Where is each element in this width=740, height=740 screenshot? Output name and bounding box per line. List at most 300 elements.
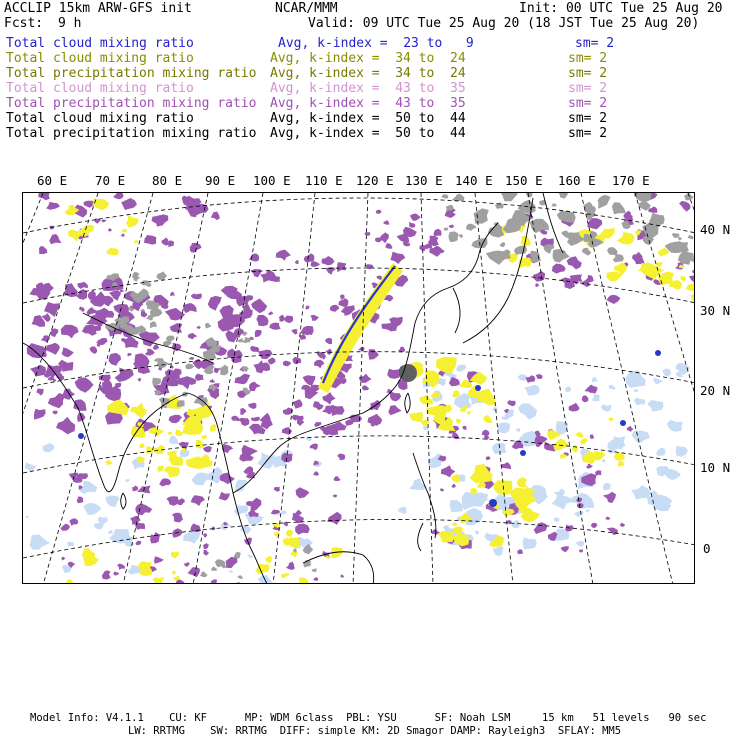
purple-mixing-patch bbox=[188, 567, 200, 577]
purple-mixing-patch bbox=[282, 427, 292, 435]
purple-mixing-patch bbox=[303, 375, 316, 386]
purple-mixing-patch bbox=[388, 405, 401, 415]
purple-mixing-patch bbox=[251, 269, 262, 277]
model-info-line2: LW: RRTMG SW: RRTMG DIFF: simple KM: 2D Smagor DAMP: Rayleigh3 SFLAY: MM5 bbox=[128, 725, 622, 737]
grey-mixing-patch bbox=[530, 219, 549, 233]
purple-mixing-patch bbox=[301, 326, 314, 335]
yellow-mixing-patch bbox=[618, 461, 624, 467]
grey-mixing-patch bbox=[688, 235, 694, 239]
purple-mixing-patch bbox=[536, 374, 543, 379]
grey-mixing-patch bbox=[441, 194, 448, 199]
grey-mixing-patch bbox=[684, 193, 694, 200]
yellow-mixing-patch bbox=[656, 262, 663, 267]
grey-mixing-patch bbox=[154, 358, 158, 362]
yellow-mixing-patch bbox=[281, 573, 289, 578]
purple-mixing-patch bbox=[168, 241, 174, 248]
purple-mixing-patch bbox=[561, 546, 569, 552]
purple-mixing-patch bbox=[368, 349, 379, 360]
purple-mixing-patch bbox=[169, 415, 181, 424]
purple-mixing-patch bbox=[188, 333, 197, 340]
field-level-range: Avg, k-index = 34 to 24 bbox=[270, 66, 466, 81]
grey-mixing-patch bbox=[557, 211, 576, 223]
purple-mixing-patch bbox=[449, 225, 454, 229]
purple-mixing-patch bbox=[403, 242, 411, 247]
purple-mixing-patch bbox=[249, 382, 261, 392]
purple-mixing-patch bbox=[121, 198, 137, 210]
coastline bbox=[121, 493, 126, 509]
grey-mixing-patch bbox=[146, 283, 152, 287]
grey-mixing-patch bbox=[612, 202, 626, 214]
grey-mixing-patch bbox=[200, 572, 208, 578]
purple-mixing-patch bbox=[248, 403, 256, 409]
purple-mixing-patch bbox=[595, 470, 601, 476]
light-cloud-patch bbox=[450, 500, 464, 512]
purple-mixing-patch bbox=[376, 210, 382, 214]
purple-mixing-patch bbox=[322, 392, 335, 405]
grey-mixing-patch bbox=[459, 234, 463, 238]
grey-mixing-patch bbox=[211, 567, 217, 572]
purple-mixing-patch bbox=[292, 399, 303, 409]
light-cloud-patch bbox=[398, 507, 406, 514]
yellow-mixing-patch bbox=[202, 435, 207, 439]
purple-mixing-patch bbox=[121, 338, 125, 342]
blue-cloud-dot bbox=[475, 385, 481, 391]
purple-mixing-patch bbox=[79, 307, 84, 313]
field-name: Total cloud mixing ratio bbox=[6, 81, 194, 96]
light-cloud-patch bbox=[108, 530, 113, 535]
light-cloud-patch bbox=[257, 452, 275, 469]
purple-mixing-patch bbox=[274, 487, 280, 492]
purple-mixing-patch bbox=[251, 299, 267, 314]
purple-mixing-patch bbox=[210, 379, 215, 383]
yellow-mixing-patch bbox=[146, 446, 153, 454]
purple-mixing-patch bbox=[127, 353, 132, 356]
purple-mixing-patch bbox=[183, 303, 197, 313]
longitude-line bbox=[688, 193, 695, 584]
yellow-mixing-patch bbox=[483, 415, 492, 423]
purple-mixing-patch bbox=[121, 234, 125, 237]
purple-mixing-patch bbox=[52, 411, 57, 415]
yellow-mixing-patch bbox=[470, 464, 493, 483]
purple-mixing-patch bbox=[440, 488, 444, 492]
valid-time: Valid: 09 UTC Tue 25 Aug 20 (18 JST Tue 25 Aug 20) bbox=[308, 16, 700, 31]
yellow-mixing-patch bbox=[171, 551, 180, 558]
longitude-label: 80 E bbox=[152, 173, 183, 188]
purple-mixing-patch bbox=[333, 495, 337, 498]
purple-mixing-patch bbox=[284, 522, 288, 527]
purple-mixing-patch bbox=[162, 237, 170, 245]
purple-mixing-patch bbox=[203, 550, 209, 556]
forecast-label: Fcst: bbox=[4, 16, 44, 31]
purple-mixing-patch bbox=[501, 462, 511, 469]
purple-mixing-patch bbox=[533, 271, 545, 282]
purple-mixing-patch bbox=[482, 430, 490, 437]
longitude-label: 90 E bbox=[205, 173, 236, 188]
purple-mixing-patch bbox=[255, 330, 262, 337]
light-cloud-patch bbox=[498, 422, 511, 433]
purple-mixing-patch bbox=[239, 418, 250, 426]
purple-mixing-patch bbox=[235, 374, 251, 385]
coastline bbox=[303, 552, 374, 584]
storm-center bbox=[399, 364, 417, 382]
field-level-range: Avg, k-index = 50 to 44 bbox=[270, 126, 466, 141]
purple-mixing-patch bbox=[165, 308, 185, 321]
light-cloud-patch bbox=[25, 462, 37, 471]
purple-mixing-patch bbox=[314, 422, 321, 427]
yellow-mixing-patch bbox=[122, 229, 127, 233]
purple-mixing-patch bbox=[41, 335, 50, 342]
longitude-label: 70 E bbox=[95, 173, 126, 188]
purple-mixing-patch bbox=[115, 368, 134, 383]
yellow-mixing-patch bbox=[265, 556, 272, 564]
purple-mixing-patch bbox=[77, 497, 84, 504]
light-cloud-patch bbox=[515, 428, 520, 432]
purple-mixing-patch bbox=[376, 276, 382, 280]
light-cloud-patch bbox=[552, 495, 574, 510]
purple-mixing-patch bbox=[38, 193, 50, 200]
grey-mixing-patch bbox=[156, 271, 167, 280]
model-title: ACCLIP 15km ARW-GFS init bbox=[4, 1, 192, 16]
grey-mixing-patch bbox=[150, 309, 163, 317]
field-name: Total cloud mixing ratio bbox=[6, 51, 194, 66]
light-cloud-patch bbox=[169, 435, 178, 444]
light-cloud-patch bbox=[653, 378, 663, 385]
latitude-label: 40 N bbox=[700, 222, 731, 237]
purple-mixing-patch bbox=[90, 347, 98, 355]
purple-mixing-patch bbox=[607, 528, 618, 536]
purple-mixing-patch bbox=[567, 256, 582, 269]
light-cloud-patch bbox=[565, 386, 571, 392]
purple-mixing-patch bbox=[325, 349, 331, 356]
blue-cloud-dot bbox=[655, 350, 661, 356]
purple-mixing-patch bbox=[211, 212, 220, 221]
grey-mixing-patch bbox=[582, 248, 591, 256]
purple-mixing-patch bbox=[153, 344, 159, 350]
purple-mixing-patch bbox=[30, 365, 46, 377]
yellow-mixing-patch bbox=[149, 428, 165, 437]
purple-mixing-patch bbox=[291, 329, 297, 335]
yellow-mixing-patch bbox=[617, 232, 635, 245]
grey-mixing-patch bbox=[543, 244, 554, 253]
light-cloud-patch bbox=[601, 404, 612, 411]
purple-mixing-patch bbox=[34, 409, 46, 420]
yellow-mixing-patch bbox=[158, 466, 165, 472]
coastline bbox=[233, 378, 401, 493]
field-name: Total cloud mixing ratio bbox=[6, 36, 194, 51]
yellow-mixing-patch bbox=[291, 551, 298, 558]
yellow-mixing-patch bbox=[686, 282, 695, 291]
grey-mixing-patch bbox=[678, 237, 682, 240]
purple-mixing-patch bbox=[534, 522, 547, 534]
blue-cloud-dot bbox=[620, 420, 626, 426]
purple-mixing-patch bbox=[211, 579, 217, 583]
purple-mixing-patch bbox=[582, 395, 589, 402]
light-cloud-patch bbox=[631, 431, 650, 443]
purple-mixing-patch bbox=[136, 541, 142, 546]
purple-mixing-patch bbox=[249, 253, 259, 261]
field-smoothing: sm= 2 bbox=[568, 126, 608, 141]
purple-mixing-patch bbox=[292, 415, 298, 421]
purple-mixing-patch bbox=[441, 465, 456, 477]
grey-mixing-patch bbox=[444, 228, 449, 231]
purple-mixing-patch bbox=[231, 416, 239, 421]
yellow-mixing-patch bbox=[608, 418, 614, 422]
purple-mixing-patch bbox=[257, 315, 269, 326]
purple-mixing-patch bbox=[507, 400, 515, 406]
longitude-label: 100 E bbox=[253, 173, 291, 188]
yellow-mixing-patch bbox=[139, 443, 145, 448]
purple-mixing-patch bbox=[603, 492, 616, 503]
grey-mixing-patch bbox=[205, 323, 212, 329]
coastline bbox=[453, 288, 460, 333]
purple-mixing-patch bbox=[189, 357, 194, 360]
purple-mixing-patch bbox=[109, 353, 121, 366]
light-cloud-patch bbox=[105, 495, 119, 507]
purple-mixing-patch bbox=[137, 378, 141, 382]
purple-mixing-patch bbox=[327, 512, 342, 525]
latitude-label: 10 N bbox=[700, 460, 731, 475]
yellow-mixing-patch bbox=[167, 451, 178, 460]
light-cloud-patch bbox=[235, 480, 247, 492]
purple-mixing-patch bbox=[689, 273, 695, 284]
purple-mixing-patch bbox=[196, 326, 201, 330]
purple-mixing-patch bbox=[172, 513, 183, 523]
yellow-mixing-patch bbox=[421, 419, 430, 426]
yellow-mixing-patch bbox=[606, 272, 622, 282]
light-cloud-patch bbox=[667, 420, 683, 432]
grey-mixing-patch bbox=[495, 202, 504, 209]
field-smoothing: sm= 2 bbox=[568, 111, 608, 126]
grey-mixing-patch bbox=[218, 365, 228, 376]
purple-mixing-patch bbox=[77, 282, 88, 289]
light-cloud-patch bbox=[592, 394, 600, 401]
purple-mixing-patch bbox=[283, 361, 291, 367]
field-smoothing: sm= 2 bbox=[568, 51, 608, 66]
purple-mixing-patch bbox=[114, 571, 120, 575]
purple-mixing-patch bbox=[69, 518, 78, 526]
light-cloud-patch bbox=[647, 400, 663, 412]
purple-mixing-patch bbox=[535, 283, 539, 287]
purple-mixing-patch bbox=[358, 347, 365, 352]
purple-mixing-patch bbox=[268, 357, 276, 364]
purple-mixing-patch bbox=[279, 315, 285, 322]
purple-mixing-patch bbox=[260, 270, 276, 283]
purple-mixing-patch bbox=[75, 377, 94, 392]
init-time: Init: 00 UTC Tue 25 Aug 20 bbox=[519, 1, 723, 16]
grey-mixing-patch bbox=[474, 208, 489, 223]
light-cloud-patch bbox=[67, 542, 75, 547]
purple-mixing-patch bbox=[102, 219, 107, 222]
yellow-mixing-patch bbox=[517, 477, 528, 488]
field-level-range: Avg, k-index = 43 to 35 bbox=[270, 81, 466, 96]
purple-mixing-patch bbox=[82, 325, 93, 334]
purple-mixing-patch bbox=[486, 456, 491, 460]
purple-mixing-patch bbox=[337, 454, 345, 460]
purple-mixing-patch bbox=[390, 392, 401, 402]
purple-mixing-patch bbox=[314, 360, 324, 369]
field-level-range: Avg, k-index = 43 to 35 bbox=[270, 96, 466, 111]
purple-mixing-patch bbox=[462, 426, 466, 430]
grey-mixing-patch bbox=[526, 193, 533, 197]
light-cloud-patch bbox=[556, 421, 569, 434]
model-info-line1: Model Info: V4.1.1 CU: KF MP: WDM 6class PBL: YSU SF: Noah LSM 15 km 51 levels 90 sec bbox=[30, 712, 707, 724]
light-cloud-patch bbox=[576, 541, 585, 548]
purple-mixing-patch bbox=[586, 464, 593, 469]
yellow-mixing-patch bbox=[134, 240, 138, 243]
grey-mixing-patch bbox=[152, 378, 161, 386]
light-cloud-patch bbox=[475, 531, 480, 535]
purple-mixing-patch bbox=[203, 446, 212, 453]
purple-mixing-patch bbox=[166, 496, 178, 506]
purple-mixing-patch bbox=[305, 306, 309, 310]
grey-mixing-patch bbox=[185, 364, 194, 370]
purple-mixing-patch bbox=[679, 201, 690, 212]
grey-mixing-patch bbox=[177, 400, 185, 407]
purple-mixing-patch bbox=[49, 234, 61, 244]
yellow-mixing-patch bbox=[196, 440, 205, 449]
grey-mixing-patch bbox=[452, 194, 465, 202]
purple-mixing-patch bbox=[247, 498, 261, 511]
purple-mixing-patch bbox=[398, 347, 405, 353]
purple-mixing-patch bbox=[159, 478, 171, 486]
grey-mixing-patch bbox=[613, 254, 624, 262]
grey-mixing-patch bbox=[514, 246, 527, 255]
field-level-range: Avg, k-index = 50 to 44 bbox=[270, 111, 466, 126]
purple-mixing-patch bbox=[552, 264, 566, 274]
purple-mixing-patch bbox=[276, 250, 291, 261]
purple-mixing-patch bbox=[340, 295, 345, 300]
light-cloud-patch bbox=[601, 459, 605, 463]
purple-mixing-patch bbox=[60, 524, 70, 531]
purple-mixing-patch bbox=[195, 374, 204, 381]
purple-mixing-patch bbox=[36, 389, 43, 396]
grey-mixing-patch bbox=[530, 251, 541, 263]
purple-mixing-patch bbox=[606, 517, 611, 520]
purple-mixing-patch bbox=[340, 574, 344, 577]
light-cloud-patch bbox=[493, 407, 498, 412]
light-cloud-patch bbox=[125, 479, 129, 482]
grey-mixing-patch bbox=[243, 337, 251, 343]
light-cloud-patch bbox=[586, 509, 591, 512]
yellow-mixing-patch bbox=[426, 405, 447, 417]
grey-mixing-patch bbox=[488, 224, 504, 238]
grey-mixing-patch bbox=[312, 568, 317, 572]
purple-mixing-patch bbox=[526, 375, 536, 383]
purple-mixing-patch bbox=[251, 417, 260, 422]
grey-mixing-patch bbox=[238, 338, 244, 343]
grey-mixing-patch bbox=[157, 358, 169, 368]
purple-mixing-patch bbox=[362, 386, 369, 391]
purple-mixing-patch bbox=[170, 323, 183, 333]
yellow-mixing-patch bbox=[172, 570, 176, 574]
purple-mixing-patch bbox=[219, 305, 234, 321]
light-cloud-patch bbox=[592, 377, 598, 383]
purple-mixing-patch bbox=[367, 414, 382, 426]
yellow-mixing-patch bbox=[106, 248, 119, 256]
purple-mixing-patch bbox=[46, 202, 60, 210]
purple-mixing-patch bbox=[73, 399, 86, 411]
purple-mixing-patch bbox=[579, 549, 583, 552]
field-name: Total cloud mixing ratio bbox=[6, 111, 194, 126]
purple-mixing-patch bbox=[108, 228, 112, 231]
yellow-mixing-patch bbox=[210, 424, 217, 432]
purple-mixing-patch bbox=[45, 343, 60, 355]
purple-mixing-patch bbox=[333, 476, 340, 481]
field-smoothing: sm= 2 bbox=[568, 66, 608, 81]
coastline bbox=[405, 393, 410, 413]
purple-mixing-patch bbox=[383, 220, 389, 225]
grey-mixing-patch bbox=[500, 193, 518, 201]
purple-mixing-patch bbox=[591, 523, 597, 528]
light-cloud-patch bbox=[523, 538, 537, 550]
yellow-mixing-patch bbox=[168, 432, 174, 436]
purple-mixing-patch bbox=[451, 484, 456, 488]
yellow-mixing-patch bbox=[175, 430, 183, 436]
grey-mixing-patch bbox=[500, 242, 506, 247]
purple-mixing-patch bbox=[240, 408, 246, 415]
light-cloud-patch bbox=[281, 510, 287, 515]
purple-mixing-patch bbox=[517, 549, 523, 554]
light-cloud-patch bbox=[43, 443, 55, 452]
purple-mixing-patch bbox=[226, 557, 238, 568]
forecast-hour: 9 h bbox=[58, 16, 82, 31]
longitude-label: 130 E bbox=[405, 173, 443, 188]
yellow-mixing-patch bbox=[126, 215, 139, 228]
grey-mixing-patch bbox=[234, 582, 241, 584]
yellow-mixing-patch bbox=[452, 522, 457, 526]
light-cloud-patch bbox=[221, 521, 231, 530]
light-cloud-patch bbox=[83, 503, 101, 515]
purple-mixing-patch bbox=[410, 214, 421, 221]
purple-mixing-patch bbox=[365, 264, 374, 269]
purple-mixing-patch bbox=[433, 229, 441, 237]
field-name: Total precipitation mixing ratio bbox=[6, 126, 257, 141]
purple-mixing-patch bbox=[310, 443, 318, 450]
light-cloud-patch bbox=[656, 447, 665, 456]
longitude-label: 170 E bbox=[612, 173, 650, 188]
light-cloud-patch bbox=[26, 516, 30, 519]
purple-mixing-patch bbox=[184, 562, 190, 566]
grey-mixing-patch bbox=[598, 195, 611, 209]
purple-mixing-patch bbox=[39, 246, 47, 254]
purple-mixing-patch bbox=[284, 316, 293, 324]
field-smoothing: sm= 2 bbox=[568, 96, 608, 111]
purple-mixing-patch bbox=[386, 243, 393, 248]
field-name: Total precipitation mixing ratio bbox=[6, 96, 257, 111]
purple-mixing-patch bbox=[61, 557, 65, 561]
longitude-label: 150 E bbox=[505, 173, 543, 188]
purple-mixing-patch bbox=[102, 570, 111, 579]
purple-mixing-patch bbox=[387, 369, 401, 379]
grey-mixing-patch bbox=[237, 575, 242, 579]
purple-mixing-patch bbox=[338, 298, 348, 307]
purple-mixing-patch bbox=[313, 401, 324, 410]
yellow-mixing-patch bbox=[105, 460, 113, 466]
purple-mixing-patch bbox=[258, 350, 272, 360]
grey-mixing-patch bbox=[163, 406, 168, 409]
purple-mixing-patch bbox=[310, 315, 319, 321]
purple-mixing-patch bbox=[203, 543, 209, 549]
purple-mixing-patch bbox=[269, 323, 281, 330]
yellow-mixing-patch bbox=[299, 577, 310, 584]
light-cloud-patch bbox=[493, 546, 504, 556]
light-cloud-patch bbox=[518, 403, 537, 420]
purple-mixing-patch bbox=[296, 487, 310, 498]
purple-mixing-patch bbox=[627, 426, 634, 432]
purple-mixing-patch bbox=[132, 486, 139, 492]
yellow-mixing-patch bbox=[681, 276, 686, 282]
purple-mixing-patch bbox=[365, 232, 371, 236]
